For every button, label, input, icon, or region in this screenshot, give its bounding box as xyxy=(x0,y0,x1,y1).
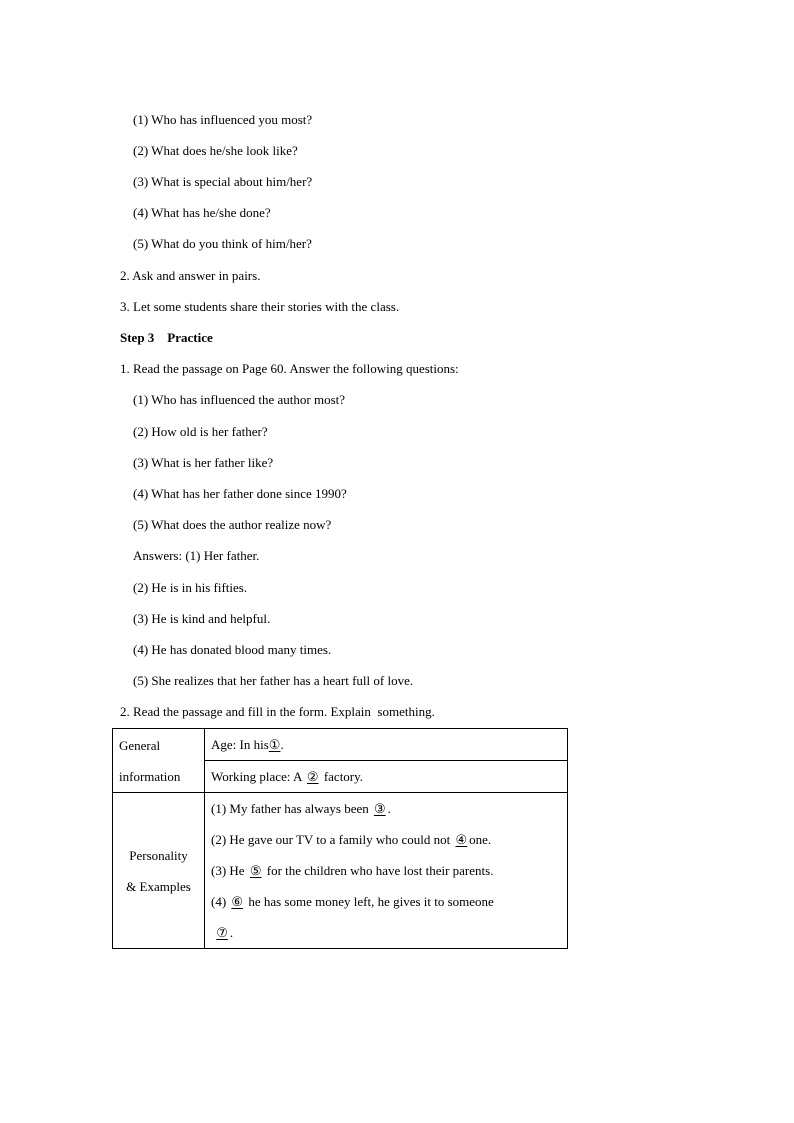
work-prefix: Working place: A xyxy=(211,769,305,784)
example-1 xyxy=(211,793,561,824)
example-4b-end: . xyxy=(229,925,234,940)
warmup-step-2: 2. Ask and answer in pairs. xyxy=(120,268,261,283)
example-4-continued xyxy=(211,917,561,948)
blank-3: ③ xyxy=(374,801,386,816)
warmup-question-4: (4) What has he/she done? xyxy=(133,205,271,220)
step3-question-4: (4) What has her father done since 1990? xyxy=(133,486,347,501)
example-4-text: (4) xyxy=(211,894,230,909)
step3-question-3: (3) What is her father like? xyxy=(133,455,274,470)
example-4-end: he has some money left, he gives it to someone xyxy=(245,894,494,909)
personality-label-line-2: & Examples xyxy=(126,878,191,894)
work-suffix: factory. xyxy=(320,769,364,784)
warmup-question-2: (2) What does he/she look like? xyxy=(133,143,298,158)
personality-examples-label xyxy=(113,793,205,949)
fill-in-form-table xyxy=(112,728,568,949)
general-label-line-1: General xyxy=(119,737,161,753)
warmup-question-5: (5) What do you think of him/her? xyxy=(133,236,312,251)
example-2-text: (2) He gave our TV to a family who could not xyxy=(211,832,454,847)
step3-task-2: 2. Read the passage and fill in the form. Explain something. xyxy=(120,704,435,719)
blank-2: ② xyxy=(306,769,319,784)
step3-answer-2: (2) He is in his fifties. xyxy=(133,580,248,595)
warmup-question-3: (3) What is special about him/her? xyxy=(133,174,313,189)
step3-answer-3: (3) He is kind and helpful. xyxy=(133,611,271,626)
step3-answer-4: (4) He has donated blood many times. xyxy=(133,642,332,657)
blank-1: ① xyxy=(268,737,281,752)
example-2-end: one. xyxy=(469,832,492,847)
warmup-step-3: 3. Let some students share their stories with the class. xyxy=(120,299,400,314)
blank-4: ④ xyxy=(455,832,468,847)
step3-question-1: (1) Who has influenced the author most? xyxy=(133,392,346,407)
blank-5: ⑤ xyxy=(249,863,262,878)
step3-question-2: (2) How old is her father? xyxy=(133,424,268,439)
personality-label-line-1: Personality xyxy=(129,847,188,863)
blank-6: ⑥ xyxy=(231,894,244,909)
example-1-text: (1) My father has always been xyxy=(211,801,372,816)
general-information-label xyxy=(113,729,205,793)
step3-heading: Step 3 Practice xyxy=(120,330,213,345)
warmup-question-1: (1) Who has influenced you most? xyxy=(133,112,313,127)
step3-answer-5: (5) She realizes that her father has a heart full of love. xyxy=(133,673,414,688)
age-line xyxy=(211,729,561,760)
examples-cell xyxy=(205,793,568,949)
working-place-cell xyxy=(205,761,568,793)
working-place-line xyxy=(211,761,561,792)
general-label-line-2: information xyxy=(119,768,181,784)
example-2 xyxy=(211,824,561,855)
example-1-end: . xyxy=(387,801,391,816)
example-3 xyxy=(211,855,561,886)
step3-answer-1: Answers: (1) Her father. xyxy=(133,548,260,563)
example-3-text: (3) He xyxy=(211,863,248,878)
step3-task-1: 1. Read the passage on Page 60. Answer the following questions: xyxy=(120,361,459,376)
example-4 xyxy=(211,886,561,917)
blank-7: ⑦ xyxy=(216,925,228,940)
age-cell xyxy=(205,729,568,761)
age-suffix: . xyxy=(280,737,284,752)
step3-question-5: (5) What does the author realize now? xyxy=(133,517,332,532)
age-prefix: Age: In his xyxy=(211,737,269,752)
example-3-end: for the children who have lost their parents. xyxy=(263,863,494,878)
